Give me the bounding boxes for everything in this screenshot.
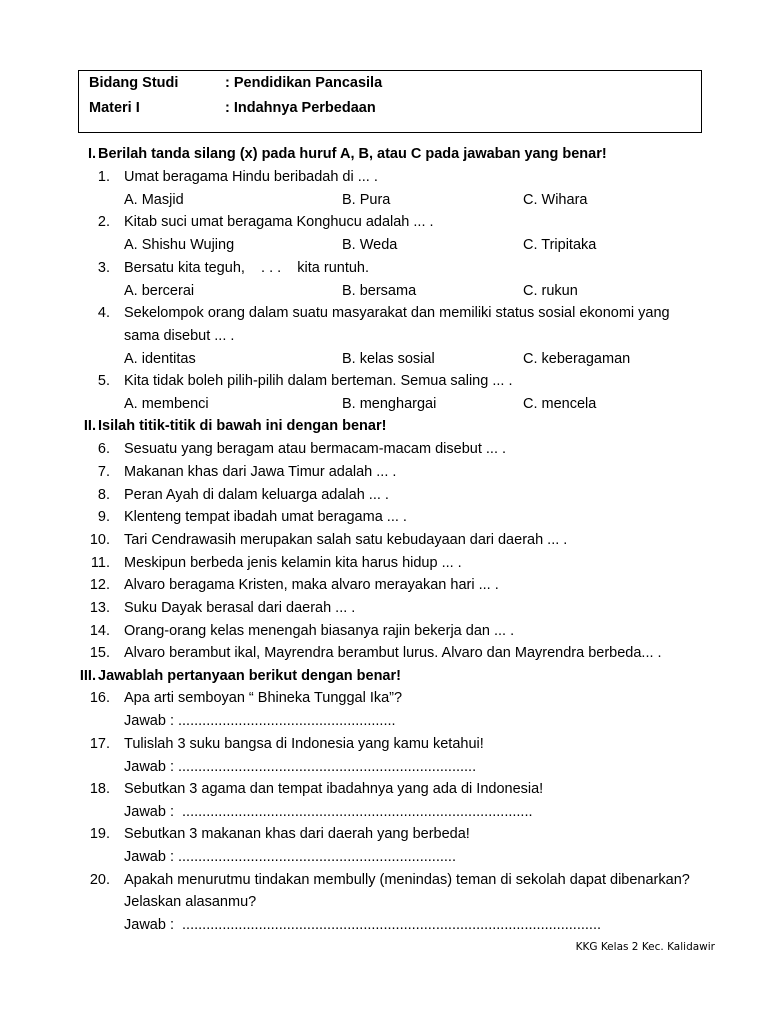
- question-number: 15.: [89, 645, 110, 661]
- question-text: Tulislah 3 suku bangsa di Indonesia yang kamu ketahui!: [124, 736, 484, 752]
- question-number: 19.: [89, 826, 110, 842]
- question-text: Sesuatu yang beragam atau bermacam-macam disebut ... .: [124, 441, 507, 457]
- answer-line[interactable]: Jawab : .....................................................................: [124, 849, 456, 865]
- material-row: [89, 100, 376, 116]
- question-text: Umat beragama Hindu beribadah di ... .: [124, 169, 378, 185]
- answer-line[interactable]: Jawab : ........................................................................................................: [124, 917, 601, 933]
- question-number: 17.: [89, 736, 110, 752]
- question-number: 5.: [97, 373, 110, 389]
- question-number: 11.: [90, 555, 110, 571]
- question-number: 12.: [89, 577, 110, 593]
- section-1-title: Berilah tanda silang (x) pada huruf A, B, atau C pada jawaban yang benar!: [98, 146, 607, 162]
- question-text: Meskipun berbeda jenis kelamin kita harus hidup ... .: [124, 555, 462, 571]
- question-number: 1.: [97, 169, 110, 185]
- option-a[interactable]: A. bercerai: [124, 283, 195, 299]
- subject-header-box: [78, 70, 702, 133]
- section-2-roman: II.: [83, 418, 96, 434]
- question-text: Sebutkan 3 makanan khas dari daerah yang berbeda!: [124, 826, 470, 842]
- question-text-line-2: Jelaskan alasanmu?: [124, 894, 257, 910]
- question-text: Apa arti semboyan “ Bhineka Tunggal Ika”?: [124, 690, 403, 706]
- question-number: 18.: [89, 781, 110, 797]
- question-text: Alvaro berambut ikal, Mayrendra berambut lurus. Alvaro dan Mayrendra berbeda... .: [124, 645, 662, 661]
- answer-line[interactable]: Jawab : ......................................................: [124, 713, 396, 729]
- option-c[interactable]: C. Wihara: [523, 192, 588, 208]
- section-1-roman: I.: [87, 146, 96, 162]
- question-text: Kitab suci umat beragama Konghucu adalah ... .: [124, 214, 434, 230]
- question-number: 20.: [89, 872, 110, 888]
- option-a[interactable]: A. Masjid: [124, 192, 184, 208]
- question-number: 10.: [89, 532, 110, 548]
- subject-label: Bidang Studi: [89, 75, 179, 91]
- question-text: Sebutkan 3 agama dan tempat ibadahnya yang ada di Indonesia!: [124, 781, 544, 797]
- question-number: 7.: [97, 464, 110, 480]
- section-2-title: Isilah titik-titik di bawah ini dengan benar!: [98, 418, 387, 434]
- subject-value: : Pendidikan Pancasila: [225, 75, 383, 91]
- question-number: 9.: [97, 509, 110, 525]
- section-1-heading: [87, 146, 607, 162]
- option-b[interactable]: B. Weda: [342, 237, 398, 253]
- answer-line[interactable]: Jawab : ..........................................................................: [124, 759, 477, 775]
- question-text: Alvaro beragama Kristen, maka alvaro merayakan hari ... .: [124, 577, 499, 593]
- option-b[interactable]: B. bersama: [342, 283, 417, 299]
- section-3-heading: [79, 668, 401, 684]
- question-text: Makanan khas dari Jawa Timur adalah ... .: [124, 464, 397, 480]
- question-text: Kita tidak boleh pilih-pilih dalam berteman. Semua saling ... .: [124, 373, 513, 389]
- question-text: Klenteng tempat ibadah umat beragama ... .: [124, 509, 407, 525]
- section-3-title: Jawablah pertanyaan berikut dengan benar!: [98, 668, 401, 684]
- option-c[interactable]: C. rukun: [523, 283, 578, 299]
- option-c[interactable]: C. mencela: [523, 396, 597, 412]
- option-b[interactable]: B. kelas sosial: [342, 351, 435, 367]
- question-number: 16.: [89, 690, 110, 706]
- option-b[interactable]: B. Pura: [342, 192, 391, 208]
- option-b[interactable]: B. menghargai: [342, 396, 437, 412]
- subject-row: [89, 75, 382, 91]
- question-number: 2.: [97, 214, 110, 230]
- question-number: 6.: [97, 441, 110, 457]
- material-value: : Indahnya Perbedaan: [225, 100, 376, 116]
- question-text: Peran Ayah di dalam keluarga adalah ... .: [124, 487, 389, 503]
- question-number: 4.: [97, 305, 110, 321]
- question-number: 14.: [89, 623, 110, 639]
- option-c[interactable]: C. Tripitaka: [523, 237, 597, 253]
- question-text: Apakah menurutmu tindakan membully (menindas) teman di sekolah dapat dibenarkan?: [124, 872, 690, 888]
- answer-line[interactable]: Jawab : .......................................................................................: [124, 804, 533, 820]
- option-a[interactable]: A. membenci: [124, 396, 209, 412]
- question-text: Bersatu kita teguh, . . . kita runtuh.: [124, 260, 370, 276]
- question-text: Orang-orang kelas menengah biasanya rajin bekerja dan ... .: [124, 623, 515, 639]
- option-a[interactable]: A. Shishu Wujing: [124, 237, 235, 253]
- footer-text: KKG Kelas 2 Kec. Kalidawir: [575, 941, 715, 953]
- question-number: 13.: [89, 600, 110, 616]
- option-c[interactable]: C. keberagaman: [523, 351, 631, 367]
- question-text: Sekelompok orang dalam suatu masyarakat dan memiliki status sosial ekonomi yang: [124, 305, 670, 321]
- question-number: 8.: [97, 487, 110, 503]
- section-3-roman: III.: [79, 668, 96, 684]
- material-label: Materi I: [89, 100, 140, 116]
- section-2-heading: [83, 418, 387, 434]
- question-text-line-2: sama disebut ... .: [124, 328, 235, 344]
- option-a[interactable]: A. identitas: [124, 351, 196, 367]
- question-text: Tari Cendrawasih merupakan salah satu kebudayaan dari daerah ... .: [124, 532, 568, 548]
- question-text: Suku Dayak berasal dari daerah ... .: [124, 600, 356, 616]
- question-number: 3.: [97, 260, 110, 276]
